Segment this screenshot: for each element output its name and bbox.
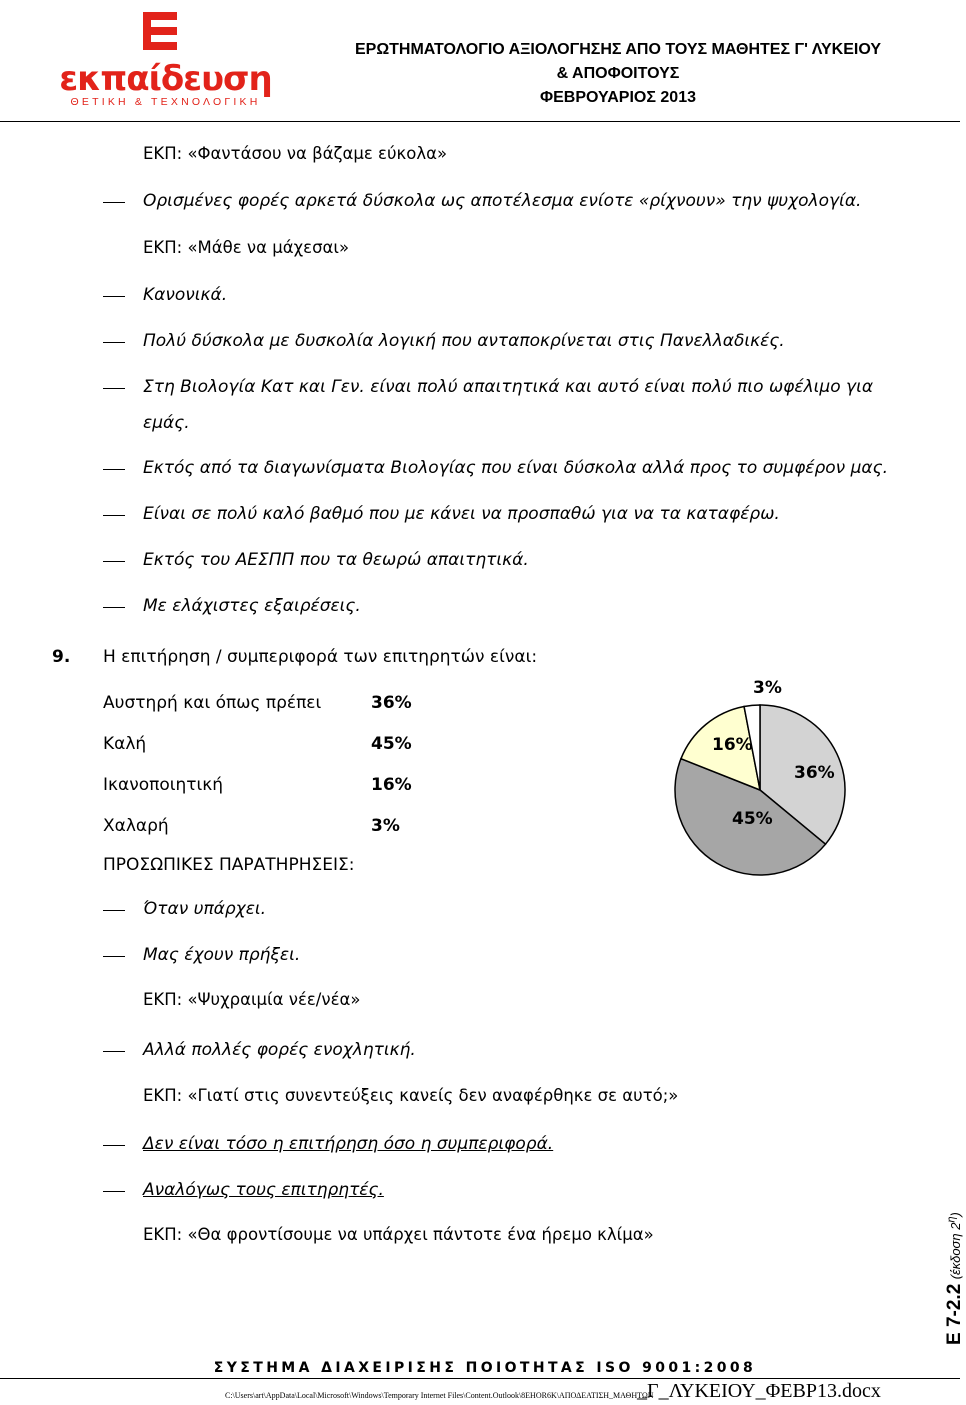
ekp-comment: ΕΚΠ: «Μάθε να μάχεσαι» [143,238,350,257]
dash-bullet [103,469,125,470]
dash-bullet [103,342,125,343]
answer-label: Χαλαρή [103,816,169,836]
logo [58,10,273,108]
pie-slice-label: 36% [794,763,835,783]
dash-bullet [103,202,125,203]
side-edition-sup: η [945,1216,958,1223]
question-text: Η επιτήρηση / συμπεριφορά των επιτηρητών είναι: [103,647,538,667]
list-item: Με ελάχιστες εξαιρέσεις. [143,596,361,616]
ekp-comment: ΕΚΠ: «Γιατί στις συνεντεύξεις κανείς δεν αναφέρθηκε σε αυτό;» [143,1086,679,1105]
dash-bullet [103,296,125,297]
dash-bullet [103,515,125,516]
footer-file-name: _Γ_ΛΥΚΕΙΟΥ_ΦΕΒΡ13.docx [637,1380,881,1402]
dash-bullet [103,388,125,389]
side-edition-close: ) [948,1212,963,1217]
answer-label: Ικανοποιητική [103,775,224,795]
ekp-comment: ΕΚΠ: «Θα φροντίσουμε να υπάρχει πάντοτε ένα ήρεμο κλίμα» [143,1225,654,1244]
list-item: Ορισμένες φορές αρκετά δύσκολα ως αποτέλεσμα ενίοτε «ρίχνουν» την ψυχολογία. [143,191,862,211]
pie-chart [640,660,880,900]
list-item: εμάς. [143,413,190,433]
list-item: Όταν υπάρχει. [143,899,267,919]
header-title-line1: ΕΡΩΤΗΜΑΤΟΛΟΓΙΟ ΑΞΙΟΛΟΓΗΣΗΣ ΑΠΟ ΤΟΥΣ ΜΑΘΗΤΕΣ Γ' ΛΥΚΕΙΟΥ [354,41,882,58]
answer-percent: 36% [371,693,412,713]
side-edition [945,1212,963,1280]
answer-percent: 45% [371,734,412,754]
footer-rule [0,1378,960,1379]
dash-bullet [103,1051,125,1052]
remarks-title: ΠΡΟΣΩΠΙΚΕΣ ΠΑΡΑΤΗΡΗΣΕΙΣ: [103,855,355,875]
logo-mark-icon [143,12,177,66]
list-item: Πολύ δύσκολα με δυσκολία λογική που ανταποκρίνεται στις Πανελλαδικές. [143,331,785,351]
list-item: Αλλά πολλές φορές ενοχλητική. [143,1040,416,1060]
pie-slice-label: 3% [753,678,782,698]
list-item: Εκτός από τα διαγωνίσματα Βιολογίας που είναι δύσκολα αλλά προς το συμφέρον μας. [143,458,888,478]
list-item: Μας έχουν πρήξει. [143,945,301,965]
header-title-line2: & ΑΠΟΦΟΙΤΟΥΣ [556,65,680,82]
dash-bullet [103,1191,125,1192]
dash-bullet [103,910,125,911]
side-document-code [944,1212,966,1345]
pie-slice-label: 45% [732,809,773,829]
question-number: 9. [52,647,71,667]
logo-wordmark: εκπαίδευση [59,59,272,99]
side-code: Ε 7-2.2 [944,1283,965,1345]
header-title-line3: ΦΕΒΡΟΥΑΡΙΟΣ 2013 [539,89,696,106]
dash-bullet [103,607,125,608]
dash-bullet [103,956,125,957]
list-item: Στη Βιολογία Κατ και Γεν. είναι πολύ απαιτητικά και αυτό είναι πολύ πιο ωφέλιμο για [143,377,874,397]
logo-subtitle: ΘΕΤΙΚΗ & ΤΕΧΝΟΛΟΓΙΚΗ [70,96,261,108]
pie-slice-label: 16% [712,735,753,755]
list-item: Αναλόγως τους επιτηρητές. [143,1180,384,1200]
ekp-comment: ΕΚΠ: «Ψυχραιμία νέε/νέα» [143,990,361,1009]
footer-file-path: C:\Users\art\AppData\Local\Microsoft\Windows\Temporary Internet Files\Content.Outlook\8EHOR6K\ΑΠΟΔΕΑΤΙΣΗ_ΜΑΘΗΤΩΝ [225,1391,654,1400]
side-edition-text: (έκδοση 2 [948,1222,963,1280]
answer-percent: 16% [371,775,412,795]
header-rule [0,121,960,122]
answer-percent: 3% [371,816,400,836]
list-item: Δεν είναι τόσο η επιτήρηση όσο η συμπεριφορά. [143,1134,554,1154]
list-item: Κανονικά. [143,285,228,305]
dash-bullet [103,561,125,562]
dash-bullet [103,1145,125,1146]
answer-label: Αυστηρή και όπως πρέπει [103,693,322,713]
document-header [298,38,938,110]
ekp-comment: ΕΚΠ: «Φαντάσου να βάζαμε εύκολα» [143,144,448,163]
list-item: Είναι σε πολύ καλό βαθμό που με κάνει να προσπαθώ για να τα καταφέρω. [143,504,780,524]
answer-label: Καλή [103,734,147,754]
footer-quality-system: ΣΥΣΤΗΜΑ ΔΙΑΧΕΙΡΙΣΗΣ ΠΟΙΟΤΗΤΑΣ ISO 9001:2008 [213,1360,757,1376]
list-item: Εκτός του ΑΕΣΠΠ που τα θεωρώ απαιτητικά. [143,550,529,570]
